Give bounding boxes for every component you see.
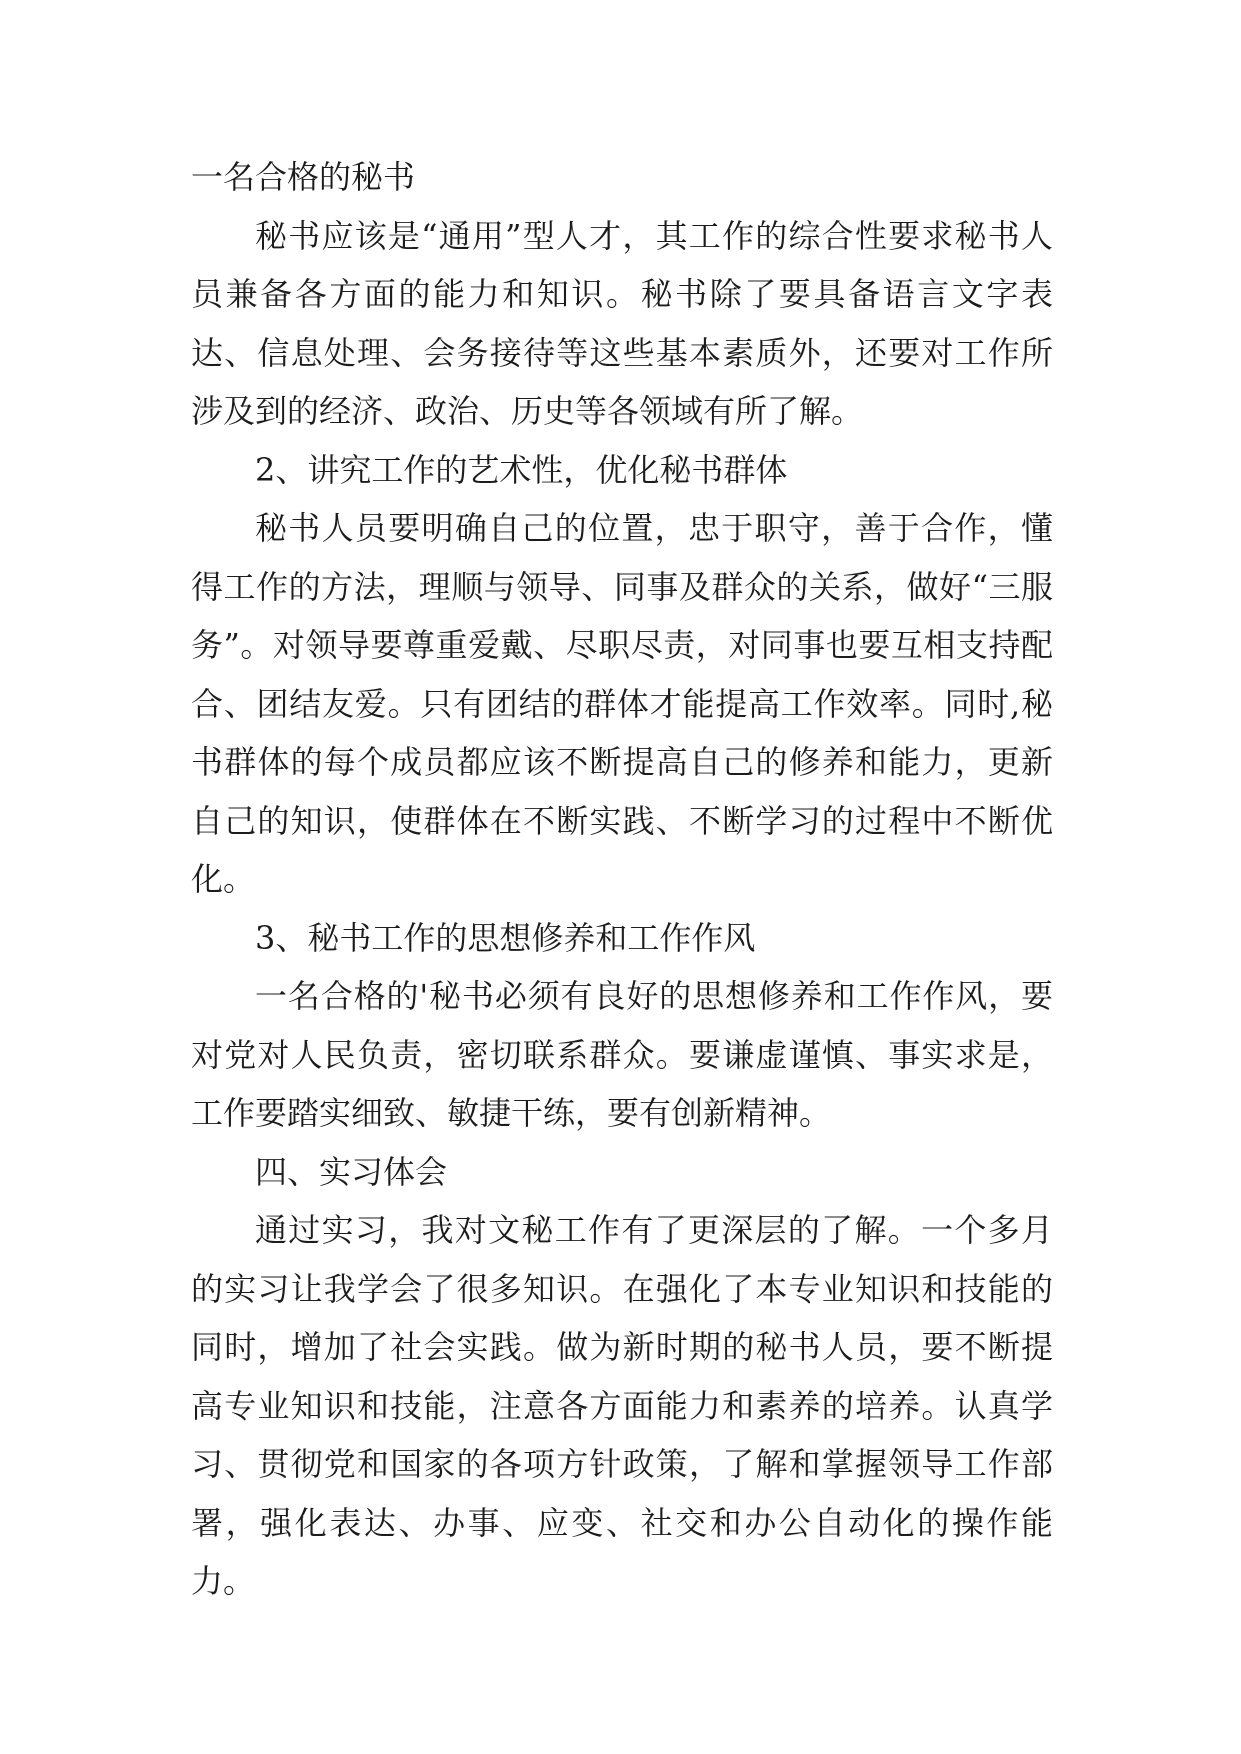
paragraph-heading-ideological-cultivation: 3、秘书工作的思想修养和工作作风 [255, 918, 756, 957]
paragraph-secretary-team: 秘书人员要明确自己的位置，忠于职守，善于合作，懂得工作的方法，理顺与领导、同事及群众的关系，做好“三服务”。对领导要尊重爱戴、尽职尽责，对同事也要互相支持配合、团结友爱。只有团结的群体才能提高工作效率。同时,秘书群体的每个成员都应该不断提高自己的修养和能力，更新自己的知识，使群体在不断实践、不断学习的过程中不断优化。 [191, 509, 1053, 898]
paragraph-versatile-talent: 秘书应该是“通用”型人才，其工作的综合性要求秘书人员兼备各方面的能力和知识。秘书除了要具备语言文字表达、信息处理、会务接待等这些基本素质外，还要对工作所涉及到的经济、政治、历史等各领域有所了解。 [191, 216, 1053, 430]
paragraph-work-style: 一名合格的'秘书必须有良好的思想修养和工作作风，要对党对人民负责，密切联系群众。要谦虚谨慎、事实求是，工作要踏实细致、敏捷干练，要有创新精神。 [191, 977, 1053, 1132]
document-body [191, 148, 1053, 1611]
paragraph-heading-internship-experience: 四、实习体会 [255, 1152, 448, 1191]
paragraph-heading-qualified-secretary: 一名合格的秘书 [191, 158, 416, 196]
paragraph-heading-work-artistry: 2、讲究工作的艺术性，优化秘书群体 [255, 450, 788, 489]
paragraph-internship-summary: 通过实习，我对文秘工作有了更深层的了解。一个多月的实习让我学会了很多知识。在强化了本专业知识和技能的同时，增加了社会实践。做为新时期的秘书人员，要不断提高专业知识和技能，注意各方面能力和素养的培养。认真学习、贯彻党和国家的各项方针政策，了解和掌握领导工作部署，强化表达、办事、应变、社交和办公自动化的操作能力。 [191, 1211, 1053, 1600]
